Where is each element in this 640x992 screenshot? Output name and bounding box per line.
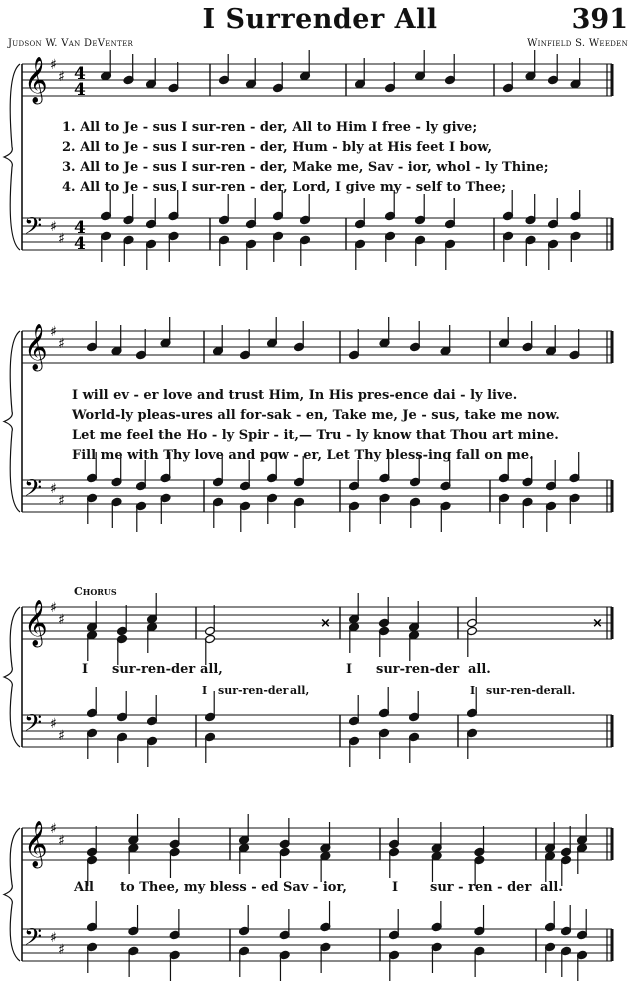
sharp-icon: ♯ xyxy=(50,57,57,73)
verse-2-line-2: World-ly pleas-ures all for-sak - en, Take me, Je - sus, take me now. xyxy=(72,408,560,423)
verse-4-line-1: 4. All to Je - sus I sur-ren - der, Lord, I give my - self to Thee; xyxy=(62,180,507,195)
chorus-word: I xyxy=(346,662,353,677)
chorus-word: all, xyxy=(200,662,223,677)
chorus-final-word: I xyxy=(392,880,399,895)
sharp-icon: ♯ xyxy=(58,728,65,744)
time-signature: 4 xyxy=(74,234,86,254)
echo-word: sur-ren-der xyxy=(486,684,557,697)
system-brace xyxy=(4,64,20,250)
chorus-final-word: all. xyxy=(540,880,563,895)
chorus-word: sur-ren-der xyxy=(112,662,196,677)
verse-4-line-2: Fill me with Thy love and pow - er, Let Thy bless-ing fall on me. xyxy=(72,448,534,463)
verse-3-line-2: Let me feel the Ho - ly Spir - it,— Tru - ly know that Thou art mine. xyxy=(72,428,559,443)
sharp-icon: ♯ xyxy=(50,930,57,946)
system-brace xyxy=(4,331,20,512)
verse-3-line-1: 3. All to Je - sus I sur-ren - der, Make me, Sav - ior, whol - ly Thine; xyxy=(62,160,549,175)
chorus-final-word: All xyxy=(74,880,94,895)
sharp-icon: ♯ xyxy=(58,69,65,85)
composer-credit: Winfield S. Weeden xyxy=(527,38,628,49)
treble-clef-icon: 𝄞 xyxy=(24,821,48,867)
sharp-icon: ♯ xyxy=(58,612,65,628)
sharp-icon: ♯ xyxy=(50,716,57,732)
sharp-icon: ♯ xyxy=(50,600,57,616)
bass-clef-icon: 𝄢 xyxy=(24,923,43,956)
rest-icon: × xyxy=(320,616,331,631)
sharp-icon: ♯ xyxy=(58,833,65,849)
echo-word: I xyxy=(470,684,476,697)
time-signature: 4 xyxy=(74,80,86,100)
rest-icon: × xyxy=(592,616,603,631)
echo-word: I xyxy=(202,684,208,697)
treble-clef-icon: 𝄞 xyxy=(24,324,48,370)
time-signature: 4 xyxy=(74,218,86,238)
system-brace xyxy=(4,607,20,747)
chorus-word: I xyxy=(82,662,89,677)
sharp-icon: ♯ xyxy=(58,336,65,352)
sharp-icon: ♯ xyxy=(58,231,65,247)
echo-word: all. xyxy=(556,684,576,697)
bass-clef-icon: 𝄢 xyxy=(24,474,43,507)
echo-word: sur-ren-der xyxy=(218,684,289,697)
sharp-icon: ♯ xyxy=(58,942,65,958)
treble-clef-icon: 𝄞 xyxy=(24,57,48,103)
verse-1-line-1: 1. All to Je - sus I sur-ren - der, All to Him I free - ly give; xyxy=(62,120,478,135)
chorus-word: all. xyxy=(468,662,491,677)
chorus-final-word: sur - ren - der xyxy=(430,880,532,895)
author-credit: Judson W. Van DeVenter xyxy=(8,38,134,49)
sharp-icon: ♯ xyxy=(50,324,57,340)
echo-word: all, xyxy=(290,684,310,697)
sharp-icon: ♯ xyxy=(50,821,57,837)
sharp-icon: ♯ xyxy=(50,481,57,497)
treble-clef-icon: 𝄞 xyxy=(24,600,48,646)
bass-clef-icon: 𝄢 xyxy=(24,709,43,742)
chorus-word: sur-ren-der xyxy=(376,662,460,677)
sharp-icon: ♯ xyxy=(50,219,57,235)
system-brace xyxy=(4,828,20,961)
chorus-final-word: to Thee, my bless - ed Sav - ior, xyxy=(120,880,347,895)
hymn-title: I Surrender All xyxy=(202,4,438,35)
time-signature: 4 xyxy=(74,64,86,84)
verse-2-line-1: 2. All to Je - sus I sur-ren - der, Hum - bly at His feet I bow, xyxy=(62,140,492,155)
verse-1-line-2: I will ev - er love and trust Him, In His pres-ence dai - ly live. xyxy=(72,388,518,403)
bass-clef-icon: 𝄢 xyxy=(24,212,43,245)
chorus-label: Chorus xyxy=(74,585,117,598)
hymn-number: 391 xyxy=(571,4,628,35)
sharp-icon: ♯ xyxy=(58,493,65,509)
